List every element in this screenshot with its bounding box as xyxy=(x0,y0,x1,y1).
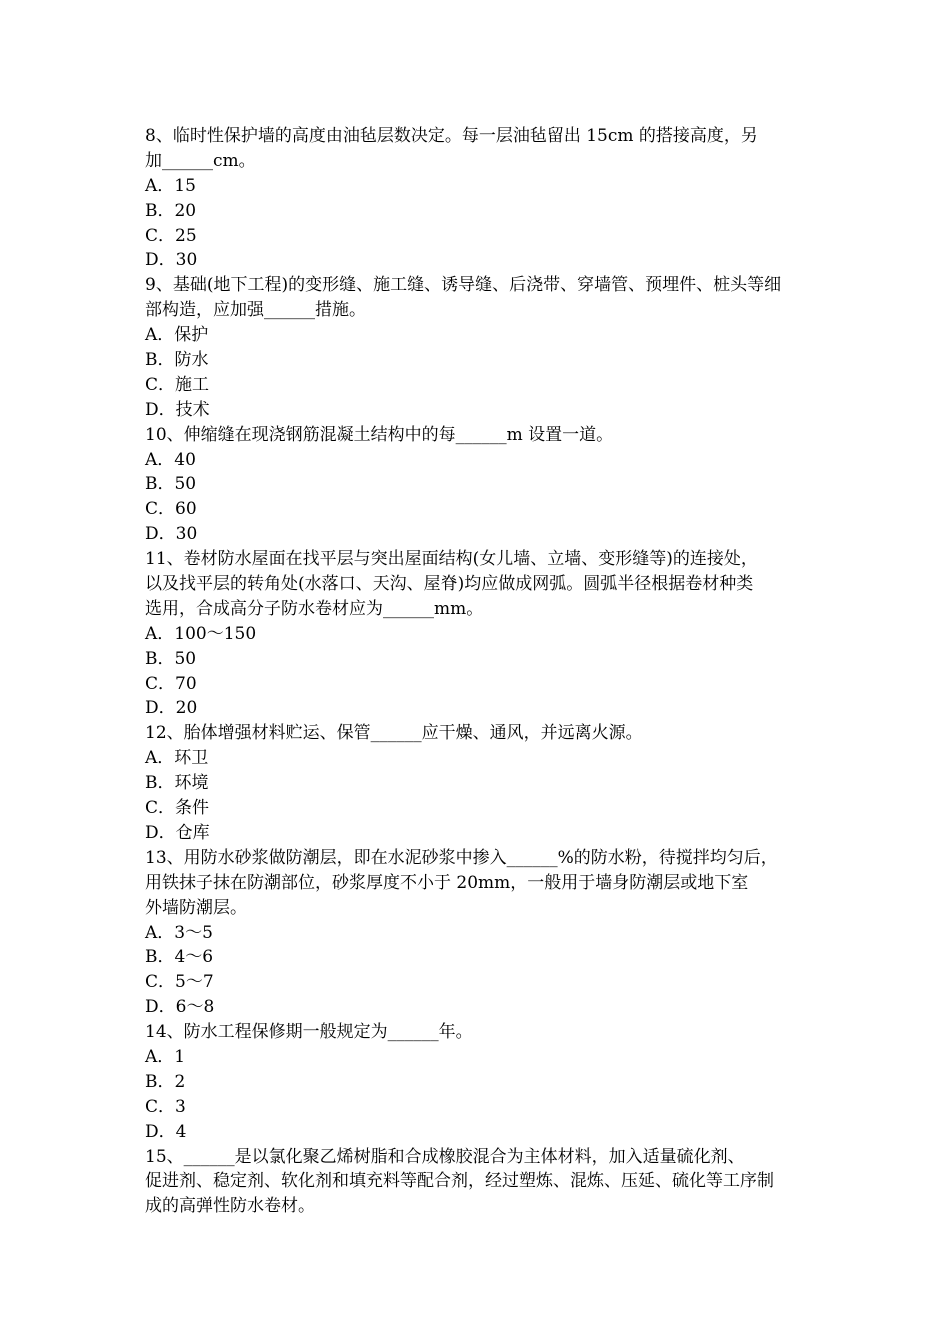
answer-option-line: A．100～150 xyxy=(145,623,257,644)
question-text-line: 9、基础(地下工程)的变形缝、施工缝、诱导缝、后浇带、穿墙管、预埋件、桩头等细 xyxy=(145,275,782,296)
answer-option-line: A．保护 xyxy=(145,325,209,346)
question-text-line: 用铁抹子抹在防潮部位，砂浆厚度不小于 20mm，一般用于墙身防潮层或地下室 xyxy=(145,872,749,893)
question-text-line: 选用，合成高分子防水卷材应为______mm。 xyxy=(145,598,484,619)
answer-option-line: B．4～6 xyxy=(145,947,214,968)
answer-option-line: D．仓库 xyxy=(145,822,210,843)
answer-option-line: D．30 xyxy=(145,250,198,271)
answer-option-line: A．3～5 xyxy=(145,922,213,943)
answer-option-line: C．70 xyxy=(145,673,197,694)
answer-option-line: D．20 xyxy=(145,698,198,719)
answer-option-line: B．50 xyxy=(145,474,197,495)
question-text-line: 15、______是以氯化聚乙烯树脂和合成橡胶混合为主体材料，加入适量硫化剂、 xyxy=(145,1146,745,1167)
answer-option-line: A．15 xyxy=(145,175,196,196)
answer-option-line: A．1 xyxy=(145,1046,186,1067)
answer-option-line: B．环境 xyxy=(145,773,209,794)
answer-option-line: A．环卫 xyxy=(145,748,209,769)
answer-option-line: B．20 xyxy=(145,200,197,221)
question-text-line: 10、伸缩缝在现浇钢筋混凝土结构中的每______m 设置一道。 xyxy=(145,424,614,445)
answer-option-line: C．25 xyxy=(145,225,197,246)
question-text-line: 部构造，应加强______措施。 xyxy=(145,300,366,321)
question-text-line: 12、胎体增强材料贮运、保管______应干燥、通风，并远离火源。 xyxy=(145,723,643,744)
answer-option-line: D．6～8 xyxy=(145,997,215,1018)
question-text-line: 促进剂、稳定剂、软化剂和填充料等配合剂，经过塑炼、混炼、压延、硫化等工序制 xyxy=(145,1171,774,1192)
question-text-line: 以及找平层的转角处(水落口、天沟、屋脊)均应做成网弧。圆弧半径根据卷材种类 xyxy=(145,574,754,595)
question-text-line: 11、卷材防水屋面在找平层与突出屋面结构(女儿墙、立墙、变形缝等)的连接处， xyxy=(145,549,758,570)
answer-option-line: B．防水 xyxy=(145,350,209,371)
answer-option-line: C．60 xyxy=(145,499,197,520)
question-text-line: 14、防水工程保修期一般规定为______年。 xyxy=(145,1022,473,1043)
answer-option-line: C．施工 xyxy=(145,374,210,395)
answer-option-line: C．5～7 xyxy=(145,972,214,993)
document-body xyxy=(145,124,813,1219)
answer-option-line: D．30 xyxy=(145,524,198,545)
question-text-line: 成的高弹性防水卷材。 xyxy=(145,1196,315,1217)
question-text-line: 加______cm。 xyxy=(145,150,256,171)
question-text-line: 13、用防水砂浆做防潮层，即在水泥砂浆中掺入______%的防水粉，待搅拌均匀后， xyxy=(145,847,778,868)
question-text-line: 8、临时性保护墙的高度由油毡层数决定。每一层油毡留出 15cm 的搭接高度，另 xyxy=(145,126,758,146)
answer-option-line: C．3 xyxy=(145,1096,186,1117)
answer-option-line: B．2 xyxy=(145,1071,186,1092)
answer-option-line: A．40 xyxy=(145,449,196,470)
answer-option-line: D．技术 xyxy=(145,399,210,420)
answer-option-line: C．条件 xyxy=(145,798,210,819)
answer-option-line: B．50 xyxy=(145,648,197,669)
answer-option-line: D．4 xyxy=(145,1121,187,1142)
question-text-line: 外墙防潮层。 xyxy=(145,897,247,918)
